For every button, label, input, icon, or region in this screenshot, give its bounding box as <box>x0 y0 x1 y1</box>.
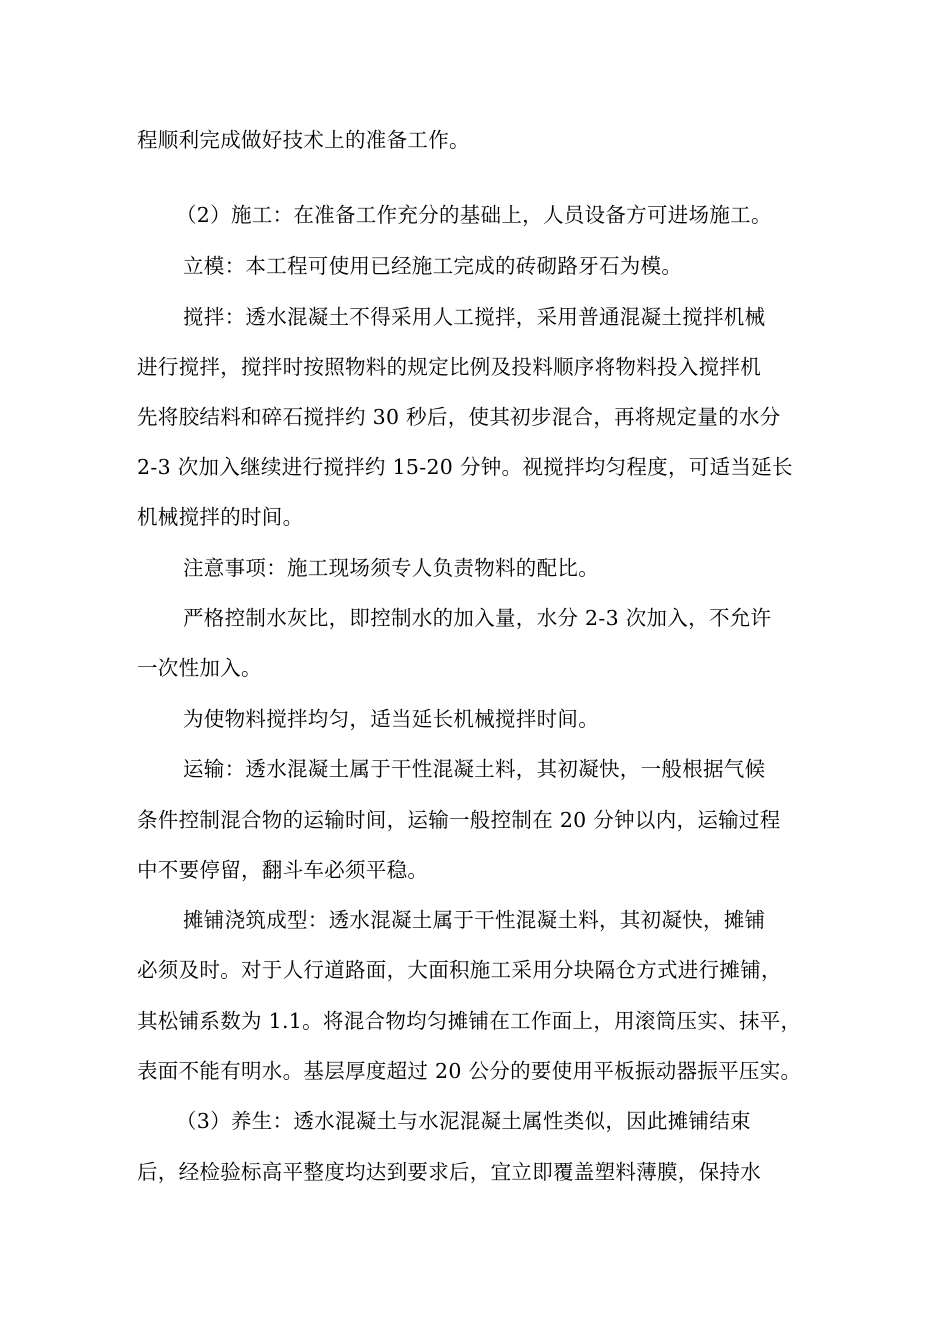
text-line: 进行搅拌，搅拌时按照物料的规定比例及投料顺序将物料投入搅拌机 <box>137 355 761 379</box>
section-heading-construction: （2）施工：在准备工作充分的基础上，人员设备方可进场施工。 <box>176 203 772 227</box>
text-line: 为使物料搅拌均匀，适当延长机械搅拌时间。 <box>183 707 599 731</box>
text-line: 中不要停留，翻斗车必须平稳。 <box>137 858 429 882</box>
text-line: 机械搅拌的时间。 <box>137 505 304 529</box>
text-line: 表面不能有明水。基层厚度超过 20 公分的要使用平板振动器振平压实。 <box>137 1059 802 1083</box>
text-line: 注意事项：施工现场须专人负责物料的配比。 <box>183 556 599 580</box>
text-line: 必须及时。对于人行道路面，大面积施工采用分块隔仓方式进行摊铺， <box>137 958 782 982</box>
text-line: 2-3 次加入继续进行搅拌约 15-20 分钟。视搅拌均匀程度，可适当延长 <box>137 455 793 479</box>
text-line: 程顺利完成做好技术上的准备工作。 <box>137 128 470 152</box>
text-line: 严格控制水灰比，即控制水的加入量，水分 2-3 次加入，不允许 <box>183 606 772 630</box>
text-line: 一次性加入。 <box>137 656 262 680</box>
text-line: 立模：本工程可使用已经施工完成的砖砌路牙石为模。 <box>183 254 683 278</box>
text-line: 条件控制混合物的运输时间，运输一般控制在 20 分钟以内，运输过程 <box>137 808 781 832</box>
text-line: 先将胶结料和碎石搅拌约 30 秒后，使其初步混合，再将规定量的水分 <box>137 405 781 429</box>
text-line: 运输：透水混凝土属于干性混凝土料，其初凝快，一般根据气候 <box>183 757 766 781</box>
section-heading-curing: （3）养生：透水混凝土与水泥混凝土属性类似，因此摊铺结束 <box>176 1109 751 1133</box>
text-line: 摊铺浇筑成型：透水混凝土属于干性混凝土料，其初凝快，摊铺 <box>183 908 766 932</box>
text-line: 搅拌：透水混凝土不得采用人工搅拌，采用普通混凝土搅拌机械 <box>183 305 766 329</box>
text-line: 后，经检验标高平整度均达到要求后，宜立即覆盖塑料薄膜，保持水 <box>137 1160 761 1184</box>
text-line: 其松铺系数为 1.1。将混合物均匀摊铺在工作面上，用滚筒压实、抹平， <box>137 1009 802 1033</box>
